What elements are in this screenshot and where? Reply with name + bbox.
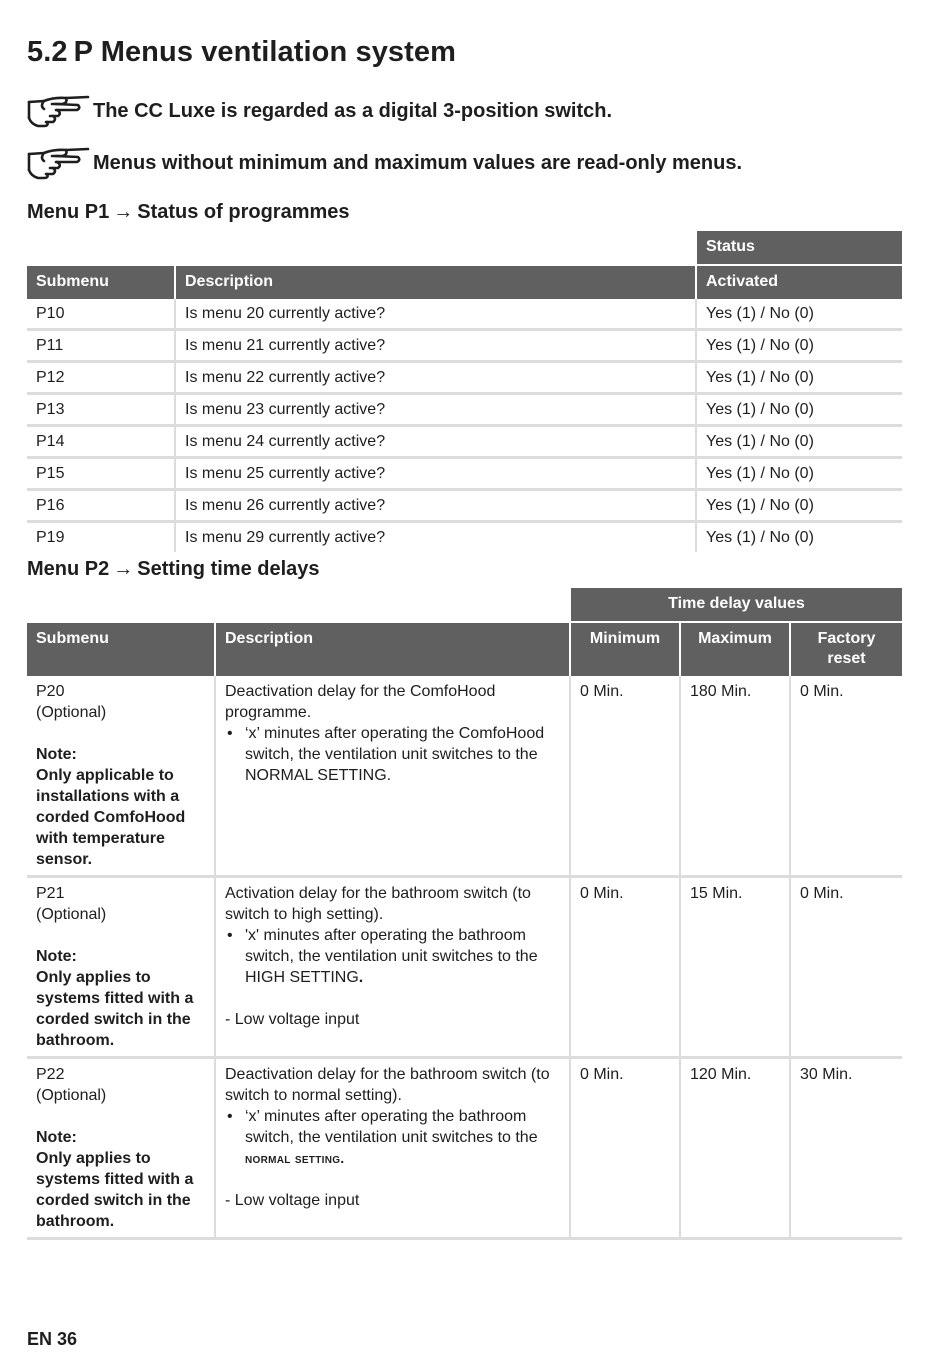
cell-status: Yes (1) / No (0) [696, 426, 902, 458]
table-row [27, 362, 902, 394]
menu-p2-title: Setting time delays [137, 558, 320, 580]
table-header-group-row [27, 588, 902, 622]
extra-text: - Low voltage input [225, 1011, 360, 1028]
table-row [27, 394, 902, 426]
cell-status: Yes (1) / No (0) [696, 458, 902, 490]
table-row [27, 299, 902, 330]
page-number: EN 36 [27, 1329, 78, 1349]
submenu-code: P22 [36, 1066, 65, 1083]
description-text: Deactivation delay for the ComfoHood programme. [225, 683, 496, 721]
note-label: Note: [36, 746, 77, 763]
table-row [27, 490, 902, 522]
note-label: Note: [36, 948, 77, 965]
cell-status: Yes (1) / No (0) [696, 330, 902, 362]
menu-p1-label: Menu P1 [27, 201, 110, 223]
header-spacer [27, 588, 570, 622]
cell-minimum: 0 Min. [570, 676, 680, 877]
cell-status: Yes (1) / No (0) [696, 299, 902, 330]
right-arrow-icon: → [113, 558, 134, 580]
table-row [27, 1058, 902, 1239]
bullet-list [225, 1106, 560, 1169]
note-text: Menus without minimum and maximum values are read-only menus. [93, 151, 743, 174]
submenu-code: P20 [36, 683, 65, 700]
cell-submenu: P13 [27, 394, 175, 426]
table-row [27, 426, 902, 458]
header-description: Description [175, 265, 696, 299]
submenu-code: P21 [36, 885, 65, 902]
optional-label: (Optional) [36, 906, 107, 923]
cell-maximum: 15 Min. [680, 877, 790, 1058]
header-submenu: Submenu [27, 622, 215, 676]
bullet-suffix: . [358, 969, 364, 986]
header-activated: Activated [696, 265, 902, 299]
cell-description: Is menu 25 currently active? [175, 458, 696, 490]
header-submenu: Submenu [27, 265, 175, 299]
cell-submenu: P12 [27, 362, 175, 394]
cell-submenu: P19 [36, 529, 65, 546]
bullet-item: • 'x' minutes after operating the bathroom switch, the ventilation unit switches to the HIGH SETTING. [245, 925, 560, 988]
cell-factory-reset: 0 Min. [790, 676, 902, 877]
header-spacer [27, 231, 696, 265]
header-factory-reset: Factory reset [790, 622, 902, 676]
cell-factory-reset: 0 Min. [790, 877, 902, 1058]
cell-description: Is menu 20 currently active? [175, 299, 696, 330]
bullet-item: • ‘x’ minutes after operating the bathroom switch, the ventilation unit switches to the normal setting. [245, 1106, 560, 1169]
table-row [27, 330, 902, 362]
cell-submenu: P14 [27, 426, 175, 458]
right-arrow-icon: → [113, 201, 134, 223]
cell-submenu: P11 [27, 330, 175, 362]
cell-status: Yes (1) / No (0) [696, 522, 902, 553]
cell-submenu [27, 877, 215, 1058]
pointing-hand-icon [26, 94, 92, 128]
cell-description [215, 676, 570, 877]
cell-description: Is menu 24 currently active? [175, 426, 696, 458]
note-text: Only applies to systems fitted with a corded switch in the bathroom. [36, 1150, 194, 1230]
cell-description [215, 1058, 570, 1239]
cell-status: Yes (1) / No (0) [696, 362, 902, 394]
menu-p1-title: Status of programmes [137, 201, 350, 223]
header-status: Status [696, 231, 902, 265]
cell-status: Yes (1) / No (0) [696, 394, 902, 426]
cell-minimum: 0 Min. [570, 1058, 680, 1239]
menu-p1-heading [27, 201, 350, 224]
cell-factory-reset: 30 Min. [790, 1058, 902, 1239]
optional-label: (Optional) [36, 704, 107, 721]
table-header-group-row [27, 231, 902, 265]
cell-minimum: 0 Min. [570, 877, 680, 1058]
cell-description: Is menu 21 currently active? [175, 330, 696, 362]
section-title [27, 36, 456, 69]
extra-text: - Low voltage input [225, 1192, 360, 1209]
cell-submenu: P16 [27, 490, 175, 522]
header-maximum: Maximum [680, 622, 790, 676]
note-text: Only applicable to installations with a corded ComfoHood with temperature sensor. [36, 767, 186, 868]
menu-p1-table [27, 231, 902, 552]
cell-status: Yes (1) / No (0) [696, 490, 902, 522]
menu-p2-heading [27, 558, 320, 581]
cell-description: Is menu 22 currently active? [175, 362, 696, 394]
optional-label: (Optional) [36, 1087, 107, 1104]
table-row [27, 676, 902, 877]
cell-description: Is menu 29 currently active? [175, 522, 696, 553]
cell-maximum: 120 Min. [680, 1058, 790, 1239]
menu-p2-label: Menu P2 [27, 558, 110, 580]
cell-description [215, 877, 570, 1058]
cell-submenu [27, 1058, 215, 1239]
table-row [27, 458, 902, 490]
bullet-suffix: normal setting. [245, 1150, 345, 1166]
cell-submenu: P15 [27, 458, 175, 490]
header-time-delay-values: Time delay values [570, 588, 902, 622]
note-read-only-menus [26, 146, 742, 180]
cell-submenu [27, 676, 215, 877]
bullet-list [225, 925, 560, 988]
note-text: The CC Luxe is regarded as a digital 3-position switch. [93, 99, 612, 122]
section-title-text: P Menus ventilation system [73, 36, 457, 68]
bullet-item: • ‘x’ minutes after operating the ComfoHood switch, the ventilation unit switches to the NORMAL SETTING. [245, 723, 560, 786]
table-header-row [27, 265, 902, 299]
note-label: Note: [36, 1129, 77, 1146]
note-text: Only applies to systems fitted with a corded switch in the bathroom. [36, 969, 194, 1049]
cell-description: Is menu 26 currently active? [175, 490, 696, 522]
table-row [27, 877, 902, 1058]
description-text: Activation delay for the bathroom switch (to switch to high setting). [225, 885, 531, 923]
description-text: Deactivation delay for the bathroom switch (to switch to normal setting). [225, 1066, 550, 1104]
section-number: 5.2 [27, 36, 68, 68]
cell-maximum: 180 Min. [680, 676, 790, 877]
menu-p2-table [27, 588, 902, 1240]
header-description: Description [215, 622, 570, 676]
table-header-row [27, 622, 902, 676]
cell-submenu: P10 [27, 299, 175, 330]
pointing-hand-icon [26, 146, 92, 180]
note-digital-switch [26, 94, 612, 128]
bullet-list [225, 723, 560, 786]
cell-description: Is menu 23 currently active? [175, 394, 696, 426]
table-row [27, 522, 902, 553]
header-minimum: Minimum [570, 622, 680, 676]
